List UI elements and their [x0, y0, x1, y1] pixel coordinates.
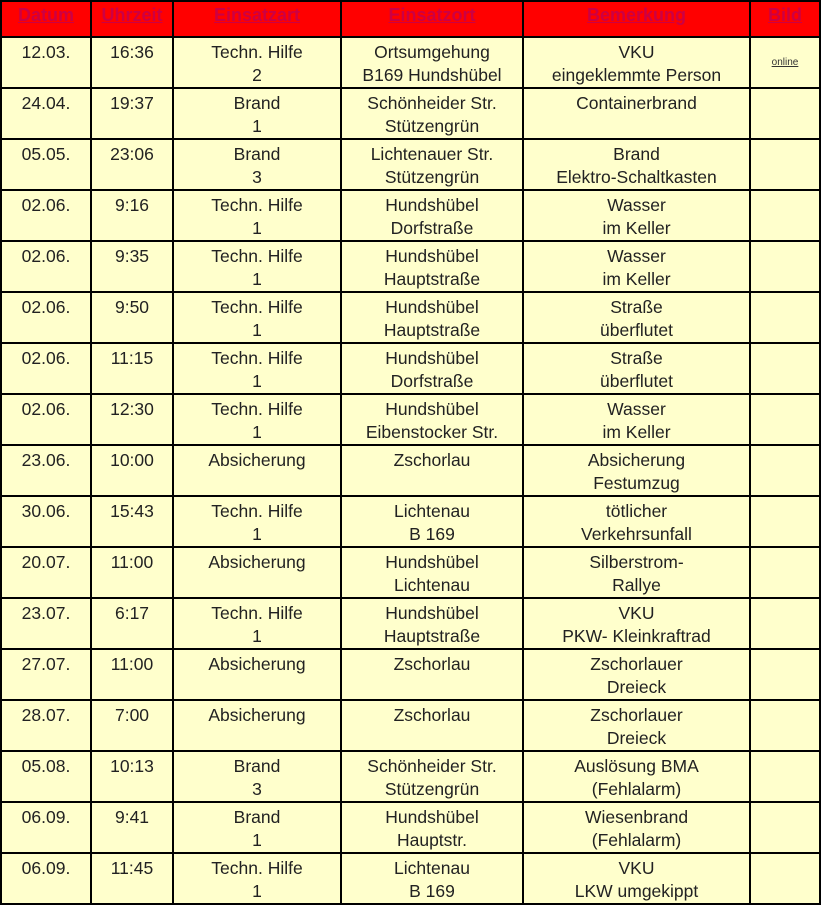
- einsatzart-text: Techn. Hilfe: [211, 501, 303, 521]
- cell-bild: [751, 38, 821, 89]
- cell-bild: [751, 344, 821, 395]
- einsatzort-line: Hundshübel: [385, 348, 479, 368]
- alarmstufe-text: 2: [252, 65, 262, 85]
- cell-bemerkung: [524, 803, 751, 854]
- bemerkung-line: Dreieck: [606, 728, 667, 748]
- table-row: [0, 650, 821, 701]
- cell-datum: [0, 446, 92, 497]
- cell-bemerkung: [524, 191, 751, 242]
- cell-bild: [751, 497, 821, 548]
- cell-datum: [0, 140, 92, 191]
- alarmstufe-text: 1: [252, 422, 262, 442]
- table-row: [0, 854, 821, 905]
- uhrzeit-text: 11:45: [110, 858, 154, 878]
- datum-text: 24.04.: [21, 93, 71, 113]
- bemerkung-line: Verkehrsunfall: [581, 524, 692, 544]
- cell-bemerkung: [524, 548, 751, 599]
- alarmstufe-text: 1: [252, 269, 262, 289]
- cell-einsatzart: [174, 191, 342, 242]
- datum-text: 23.06.: [21, 450, 71, 470]
- cell-einsatzart: [174, 38, 342, 89]
- einsatzort-line: Hauptstraße: [383, 269, 481, 289]
- alarmstufe-text: 1: [252, 371, 262, 391]
- table-body: [0, 38, 821, 905]
- table-row: [0, 140, 821, 191]
- cell-bild: [751, 854, 821, 905]
- einsatzort-line: Hundshübel: [385, 297, 479, 317]
- uhrzeit-text: 19:37: [110, 93, 154, 113]
- einsatzart-text: Absicherung: [208, 654, 306, 674]
- datum-text: 23.07.: [21, 603, 71, 623]
- einsatzart-text: Absicherung: [208, 552, 306, 572]
- einsatzart-text: Absicherung: [208, 450, 306, 470]
- cell-einsatzort: [342, 854, 524, 905]
- cell-einsatzort: [342, 395, 524, 446]
- table-row: [0, 446, 821, 497]
- bemerkung-line: Rallye: [612, 575, 661, 595]
- datum-text: 02.06.: [21, 195, 71, 215]
- cell-bild: [751, 242, 821, 293]
- bemerkung-line: VKU: [618, 603, 655, 623]
- cell-uhrzeit: [92, 242, 174, 293]
- cell-bemerkung: [524, 344, 751, 395]
- bemerkung-line: PKW- Kleinkraftrad: [562, 626, 711, 646]
- bemerkung-line: VKU: [618, 858, 655, 878]
- einsatzart-text: Techn. Hilfe: [211, 603, 303, 623]
- cell-uhrzeit: [92, 854, 174, 905]
- einsatzart-text: Brand: [233, 756, 281, 776]
- bemerkung-line: Silberstrom-: [589, 552, 684, 572]
- uhrzeit-text: 10:13: [110, 756, 154, 776]
- uhrzeit-text: 15:43: [110, 501, 154, 521]
- cell-datum: [0, 803, 92, 854]
- alarmstufe-text: 1: [252, 320, 262, 340]
- cell-uhrzeit: [92, 38, 174, 89]
- cell-uhrzeit: [92, 140, 174, 191]
- einsatzort-line: Hauptstr.: [396, 830, 468, 850]
- einsatzort-line: Eibenstocker Str.: [365, 422, 499, 442]
- einsatzort-line: Hauptstraße: [383, 320, 481, 340]
- cell-einsatzort: [342, 293, 524, 344]
- table-row: [0, 752, 821, 803]
- bemerkung-line: überflutet: [600, 320, 673, 340]
- cell-einsatzort: [342, 599, 524, 650]
- uhrzeit-text: 9:35: [114, 246, 150, 266]
- einsatzart-text: Brand: [233, 807, 281, 827]
- cell-einsatzort: [342, 548, 524, 599]
- einsatzort-line: Hundshübel: [385, 246, 479, 266]
- cell-bild: [751, 293, 821, 344]
- cell-bild: [751, 701, 821, 752]
- alarmstufe-text: 1: [252, 626, 262, 646]
- einsatzart-text: Techn. Hilfe: [211, 297, 303, 317]
- einsatzort-line: B 169: [409, 881, 455, 901]
- datum-text: 02.06.: [21, 348, 71, 368]
- cell-uhrzeit: [92, 395, 174, 446]
- table-row: [0, 497, 821, 548]
- datum-text: 30.06.: [21, 501, 71, 521]
- alarmstufe-text: 3: [252, 167, 262, 187]
- datum-text: 02.06.: [21, 246, 71, 266]
- cell-einsatzart: [174, 242, 342, 293]
- einsatzart-text: Techn. Hilfe: [211, 399, 303, 419]
- bemerkung-line: Dreieck: [606, 677, 667, 697]
- cell-bemerkung: [524, 446, 751, 497]
- bemerkung-line: Brand: [613, 144, 660, 164]
- einsatzart-text: Techn. Hilfe: [211, 858, 303, 878]
- einsatzort-line: Dorfstraße: [390, 218, 474, 238]
- bemerkung-line: im Keller: [602, 422, 671, 442]
- cell-bemerkung: [524, 293, 751, 344]
- cell-uhrzeit: [92, 650, 174, 701]
- cell-einsatzort: [342, 752, 524, 803]
- cell-datum: [0, 650, 92, 701]
- alarmstufe-text: 1: [252, 218, 262, 238]
- uhrzeit-text: 16:36: [110, 42, 154, 62]
- einsatzart-text: Techn. Hilfe: [211, 246, 303, 266]
- cell-einsatzort: [342, 242, 524, 293]
- cell-datum: [0, 701, 92, 752]
- cell-uhrzeit: [92, 344, 174, 395]
- bemerkung-line: Zschorlauer: [590, 705, 683, 725]
- header-datum[interactable]: Datum: [0, 0, 92, 38]
- datum-text: 20.07.: [21, 552, 71, 572]
- cell-bild: [751, 191, 821, 242]
- uhrzeit-text: 9:41: [114, 807, 150, 827]
- table-row: [0, 599, 821, 650]
- einsatzart-text: Brand: [233, 144, 281, 164]
- bemerkung-line: Wasser: [607, 195, 666, 215]
- header-uhrzeit[interactable]: Uhrzeit: [92, 0, 174, 38]
- cell-datum: [0, 395, 92, 446]
- bemerkung-line: tötlicher: [605, 501, 668, 521]
- cell-datum: [0, 191, 92, 242]
- cell-datum: [0, 242, 92, 293]
- uhrzeit-text: 11:00: [110, 552, 154, 572]
- einsatzort-line: Hauptstraße: [383, 626, 481, 646]
- alarmstufe-text: 1: [252, 881, 262, 901]
- bemerkung-line: (Fehlalarm): [591, 830, 682, 850]
- cell-bemerkung: [524, 242, 751, 293]
- cell-einsatzort: [342, 701, 524, 752]
- cell-bild: [751, 548, 821, 599]
- bemerkung-line: (Fehlalarm): [591, 779, 682, 799]
- einsatzort-line: Hundshübel: [385, 195, 479, 215]
- uhrzeit-text: 11:00: [110, 654, 154, 674]
- cell-einsatzart: [174, 599, 342, 650]
- bemerkung-line: Absicherung: [587, 450, 686, 470]
- bemerkung-line: Wiesenbrand: [584, 807, 689, 827]
- cell-datum: [0, 38, 92, 89]
- cell-einsatzort: [342, 446, 524, 497]
- cell-einsatzort: [342, 650, 524, 701]
- cell-bemerkung: [524, 650, 751, 701]
- bemerkung-line: Zschorlauer: [590, 654, 683, 674]
- datum-text: 12.03.: [21, 42, 71, 62]
- bemerkung-line: Wasser: [607, 246, 666, 266]
- cell-datum: [0, 89, 92, 140]
- uhrzeit-text: 9:50: [114, 297, 150, 317]
- uhrzeit-text: 12:30: [110, 399, 154, 419]
- cell-einsatzort: [342, 89, 524, 140]
- einsatzort-line: B169 Hundshübel: [362, 65, 502, 85]
- cell-bild: [751, 599, 821, 650]
- datum-text: 28.07.: [21, 705, 71, 725]
- cell-einsatzort: [342, 140, 524, 191]
- uhrzeit-text: 10:00: [110, 450, 154, 470]
- header-einsatzort[interactable]: Einsatzort: [342, 0, 524, 38]
- einsatzort-line: Ortsumgehung: [374, 42, 490, 62]
- header-bild[interactable]: Bild: [751, 0, 821, 38]
- einsatzort-line: Zschorlau: [393, 450, 471, 470]
- cell-einsatzart: [174, 293, 342, 344]
- cell-datum: [0, 752, 92, 803]
- alarmstufe-text: 1: [252, 830, 262, 850]
- cell-uhrzeit: [92, 191, 174, 242]
- datum-text: 06.09.: [21, 858, 71, 878]
- cell-einsatzart: [174, 344, 342, 395]
- cell-bemerkung: [524, 854, 751, 905]
- table-row: [0, 293, 821, 344]
- cell-einsatzart: [174, 395, 342, 446]
- einsatzort-line: Lichtenau: [394, 575, 470, 595]
- datum-text: 06.09.: [21, 807, 71, 827]
- einsatzart-text: Techn. Hilfe: [211, 195, 303, 215]
- cell-einsatzart: [174, 446, 342, 497]
- einsatzort-line: Schönheider Str.: [367, 756, 497, 776]
- bemerkung-line: Elektro-Schaltkasten: [556, 167, 717, 187]
- einsatzort-line: Lichtenau: [394, 858, 470, 878]
- cell-uhrzeit: [92, 599, 174, 650]
- cell-einsatzort: [342, 191, 524, 242]
- bemerkung-line: Containerbrand: [576, 93, 697, 113]
- bemerkung-line: Auslösung BMA: [574, 756, 699, 776]
- uhrzeit-text: 7:00: [114, 705, 150, 725]
- einsatzort-line: Hundshübel: [385, 807, 479, 827]
- einsatzort-line: Lichtenauer Str.: [370, 144, 494, 164]
- table-row: [0, 344, 821, 395]
- cell-uhrzeit: [92, 497, 174, 548]
- cell-einsatzart: [174, 89, 342, 140]
- einsatzart-text: Techn. Hilfe: [211, 42, 303, 62]
- cell-bemerkung: [524, 752, 751, 803]
- einsatzort-line: Hundshübel: [385, 603, 479, 623]
- table-row: [0, 701, 821, 752]
- alarmstufe-text: 3: [252, 779, 262, 799]
- header-row: [0, 0, 821, 38]
- einsatzort-line: Hundshübel: [385, 399, 479, 419]
- table-row: [0, 395, 821, 446]
- cell-uhrzeit: [92, 803, 174, 854]
- einsatzort-line: Hundshübel: [385, 552, 479, 572]
- bemerkung-line: Straße: [610, 348, 663, 368]
- uhrzeit-text: 6:17: [114, 603, 150, 623]
- uhrzeit-text: 23:06: [110, 144, 154, 164]
- einsatzort-line: Stützengrün: [384, 779, 480, 799]
- bemerkung-line: im Keller: [602, 218, 671, 238]
- cell-uhrzeit: [92, 752, 174, 803]
- einsatzort-line: Stützengrün: [384, 167, 480, 187]
- cell-datum: [0, 548, 92, 599]
- header-einsatzart[interactable]: Einsatzart: [174, 0, 342, 38]
- cell-einsatzort: [342, 803, 524, 854]
- cell-bild: [751, 140, 821, 191]
- cell-einsatzort: [342, 344, 524, 395]
- cell-uhrzeit: [92, 293, 174, 344]
- header-bemerkung[interactable]: Bemerkung: [524, 0, 751, 38]
- table-row: [0, 191, 821, 242]
- datum-text: 27.07.: [21, 654, 71, 674]
- cell-bemerkung: [524, 599, 751, 650]
- datum-text: 05.05.: [21, 144, 71, 164]
- cell-datum: [0, 497, 92, 548]
- cell-einsatzort: [342, 497, 524, 548]
- table-row: [0, 548, 821, 599]
- cell-bild: [751, 89, 821, 140]
- bemerkung-line: LKW umgekippt: [574, 881, 699, 901]
- einsatzort-line: Schönheider Str.: [367, 93, 497, 113]
- cell-bemerkung: [524, 140, 751, 191]
- cell-bild: [751, 803, 821, 854]
- cell-datum: [0, 293, 92, 344]
- bemerkung-line: überflutet: [600, 371, 673, 391]
- cell-uhrzeit: [92, 701, 174, 752]
- einsatzort-line: Stützengrün: [384, 116, 480, 136]
- table-row: [0, 242, 821, 293]
- cell-datum: [0, 599, 92, 650]
- datum-text: 02.06.: [21, 399, 71, 419]
- table-row: [0, 89, 821, 140]
- cell-einsatzart: [174, 650, 342, 701]
- einsatzort-line: Zschorlau: [393, 654, 471, 674]
- cell-datum: [0, 854, 92, 905]
- cell-bild: [751, 395, 821, 446]
- einsatzort-line: Lichtenau: [394, 501, 470, 521]
- cell-datum: [0, 344, 92, 395]
- cell-bemerkung: [524, 395, 751, 446]
- bemerkung-line: Festumzug: [593, 473, 680, 493]
- bemerkung-line: eingeklemmte Person: [551, 65, 722, 85]
- datum-text: 05.08.: [21, 756, 71, 776]
- einsatzart-text: Absicherung: [208, 705, 306, 725]
- cell-einsatzart: [174, 854, 342, 905]
- cell-einsatzart: [174, 140, 342, 191]
- cell-uhrzeit: [92, 548, 174, 599]
- cell-einsatzart: [174, 548, 342, 599]
- einsatzort-line: Zschorlau: [393, 705, 471, 725]
- cell-einsatzart: [174, 803, 342, 854]
- cell-uhrzeit: [92, 446, 174, 497]
- cell-einsatzart: [174, 752, 342, 803]
- cell-bild: [751, 446, 821, 497]
- cell-bemerkung: [524, 497, 751, 548]
- alarmstufe-text: 1: [252, 524, 262, 544]
- uhrzeit-text: 11:15: [110, 348, 154, 368]
- cell-einsatzart: [174, 497, 342, 548]
- alarmstufe-text: 1: [252, 116, 262, 136]
- einsatzort-line: B 169: [409, 524, 455, 544]
- einsatzort-line: Dorfstraße: [390, 371, 474, 391]
- table-row: [0, 38, 821, 89]
- cell-bemerkung: [524, 701, 751, 752]
- einsatzart-text: Brand: [233, 93, 281, 113]
- einsatzart-text: Techn. Hilfe: [211, 348, 303, 368]
- bemerkung-line: Straße: [610, 297, 663, 317]
- cell-uhrzeit: [92, 89, 174, 140]
- bemerkung-line: Wasser: [607, 399, 666, 419]
- cell-einsatzart: [174, 701, 342, 752]
- bemerkung-line: im Keller: [602, 269, 671, 289]
- cell-bemerkung: [524, 38, 751, 89]
- cell-bild: [751, 650, 821, 701]
- cell-bild: [751, 752, 821, 803]
- cell-bemerkung: [524, 89, 751, 140]
- uhrzeit-text: 9:16: [114, 195, 150, 215]
- datum-text: 02.06.: [21, 297, 71, 317]
- cell-einsatzort: [342, 38, 524, 89]
- table-row: [0, 803, 821, 854]
- bemerkung-line: VKU: [618, 42, 655, 62]
- online-link[interactable]: online: [771, 57, 799, 68]
